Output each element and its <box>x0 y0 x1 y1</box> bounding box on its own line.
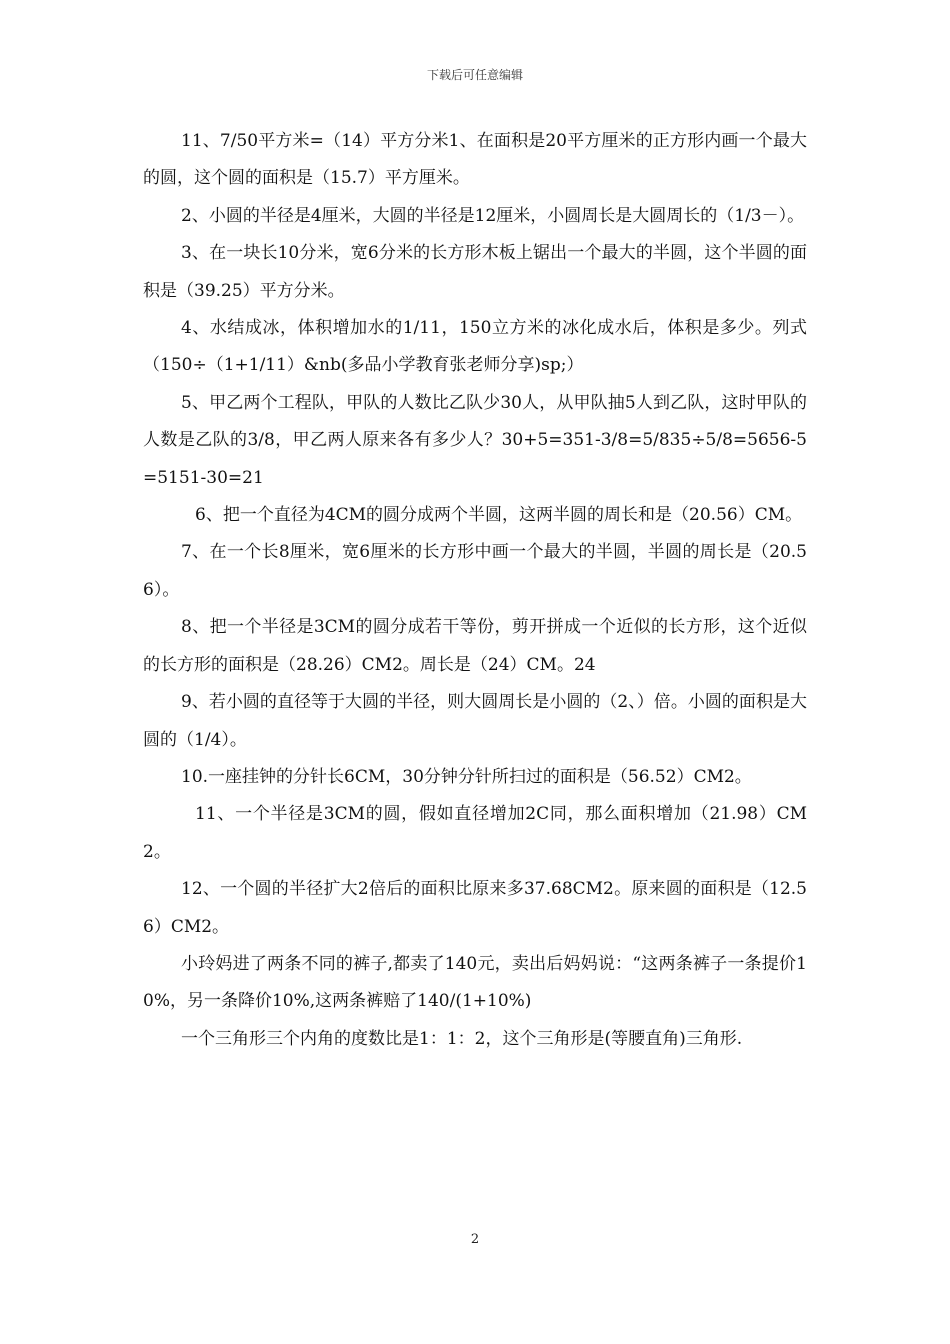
document-body <box>143 123 807 1058</box>
question-paragraph: 2、小圆的半径是4厘米，大圆的半径是12厘米，小圆周长是大圆周长的（1/3－）。 <box>181 205 805 226</box>
question-paragraph: 8、把一个半径是3CM的圆分成若干等份，剪开拼成一个近似的长方形，这个近似的长方形的面积是（28.26）CM2。周长是（24）CM。24 <box>143 617 807 675</box>
question-paragraph: 6、把一个直径为4CM的圆分成两个半圆，这两半圆的周长和是（20.56）CM。 <box>195 505 803 526</box>
question-paragraph: 小玲妈进了两条不同的裤子,都卖了140元，卖出后妈妈说：“这两条裤子一条提价10%，另一条降价10%,这两条裤赔了140/(1+10%) <box>143 953 807 1012</box>
question-paragraph: 一个三角形三个内角的度数比是1：1：2，这个三角形是(等腰直角)三角形. <box>181 1028 743 1049</box>
question-paragraph: 3、在一块长10分米，宽6分米的长方形木板上锯出一个最大的半圆，这个半圆的面积是（39.25）平方分米。 <box>143 243 807 301</box>
question-paragraph: 11、7/50平方米=（14）平方分米1、在面积是20平方厘米的正方形内画一个最大的圆，这个圆的面积是（15.7）平方厘米。 <box>143 131 807 189</box>
question-paragraph: 12、一个圆的半径扩大2倍后的面积比原来多37.68CM2。原来圆的面积是（12.56）CM2。 <box>143 879 807 937</box>
question-paragraph: 10.一座挂钟的分针长6CM，30分钟分针所扫过的面积是（56.52）CM2。 <box>181 766 752 787</box>
question-paragraph: 9、若小圆的直径等于大圆的半径，则大圆周长是小圆的（2、）倍。小圆的面积是大圆的（1/4）。 <box>143 692 807 750</box>
question-paragraph: 11、一个半径是3CM的圆，假如直径增加2C同，那么面积增加（21.98）CM2。 <box>143 804 807 862</box>
question-paragraph: 7、在一个长8厘米，宽6厘米的长方形中画一个最大的半圆，半圆的周长是（20.56）。 <box>143 542 807 600</box>
question-paragraph: 4、水结成冰，体积增加水的1/11，150立方米的冰化成水后，体积是多少。列式（150÷（1+1/11）&nb(多品小学教育张老师分享)sp;） <box>143 318 808 376</box>
page-header: 下载后可任意编辑 <box>426 68 523 82</box>
page-number: 2 <box>470 1232 480 1247</box>
question-paragraph: 5、甲乙两个工程队，甲队的人数比乙队少30人，从甲队抽5人到乙队，这时甲队的人数是乙队的3/8，甲乙两人原来各有多少人？30+5=351-3/8=5/835÷5/8=5656-5=5151-30=21 <box>143 392 807 488</box>
